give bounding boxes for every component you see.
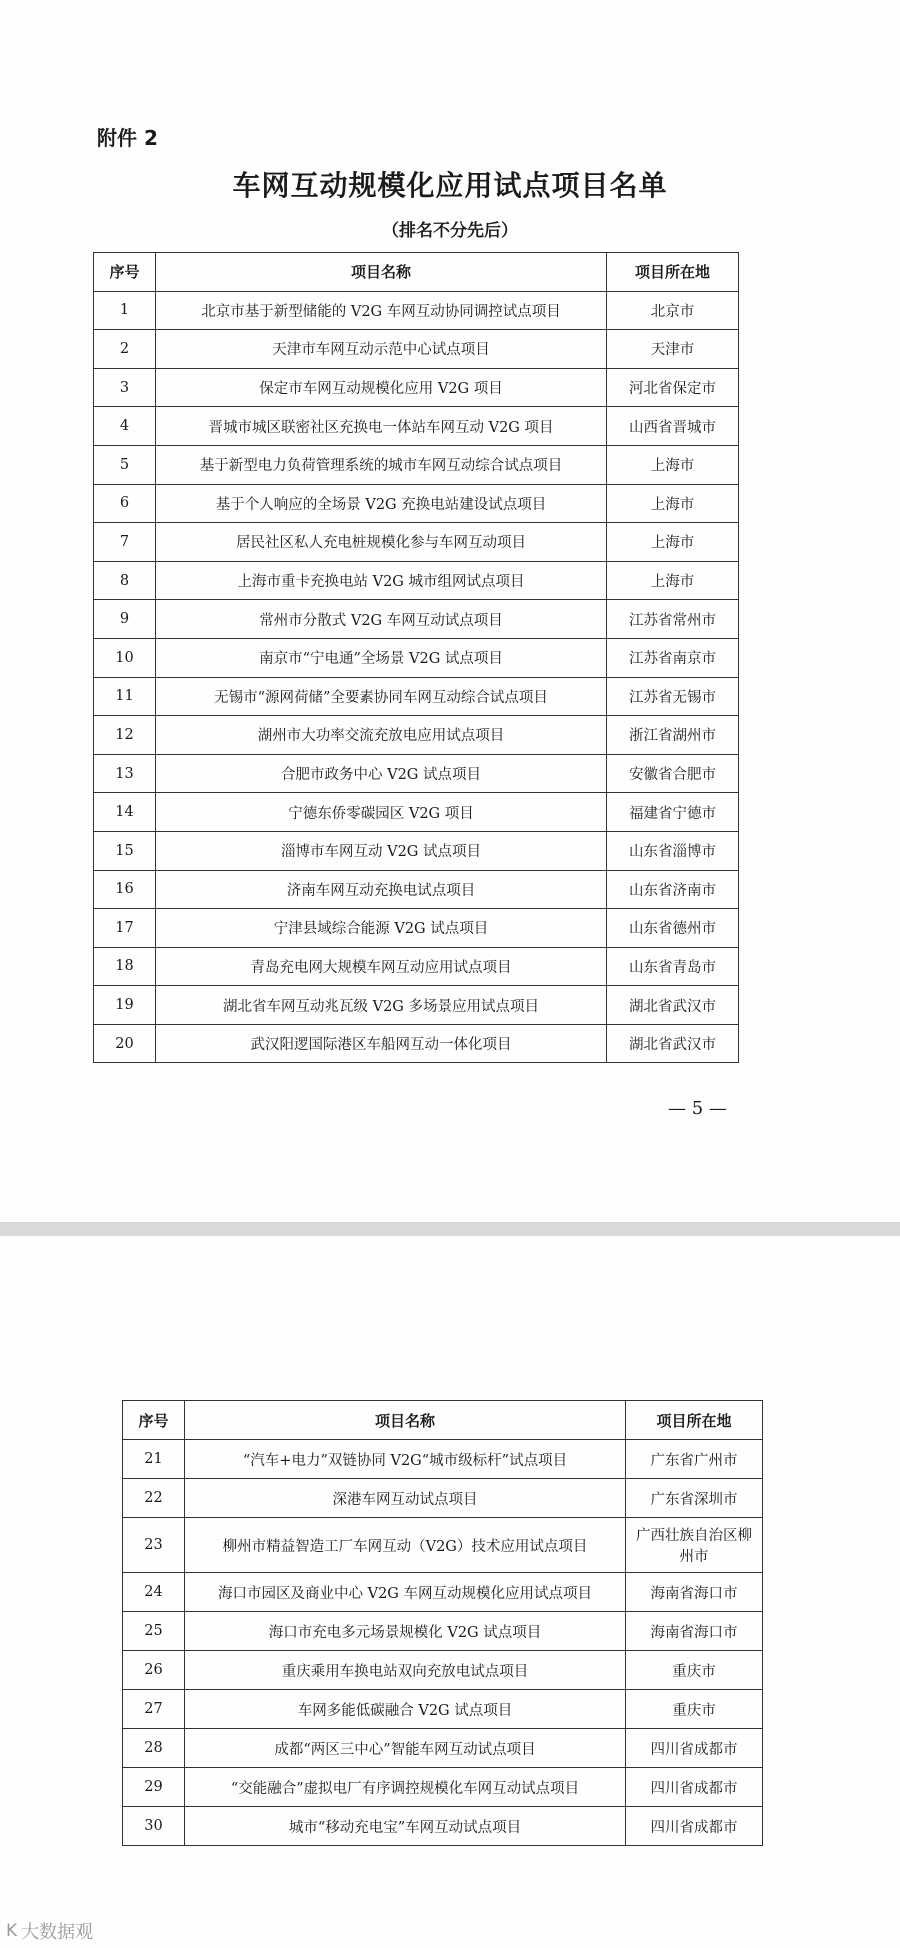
- cell-number: 29: [123, 1768, 185, 1807]
- table-row: [94, 947, 739, 986]
- cell-project-name: 常州市分散式 V2G 车网互动试点项目: [156, 600, 607, 639]
- cell-number: 2: [94, 330, 156, 369]
- cell-number: 15: [94, 831, 156, 870]
- table-row: [94, 793, 739, 832]
- cell-location: 上海市: [607, 445, 739, 484]
- cell-number: 3: [94, 368, 156, 407]
- cell-number: 4: [94, 407, 156, 446]
- cell-location: 江苏省无锡市: [607, 677, 739, 716]
- table-row: [94, 561, 739, 600]
- cell-project-name: 基于新型电力负荷管理系统的城市车网互动综合试点项目: [156, 445, 607, 484]
- table-row: [94, 484, 739, 523]
- table-row: [94, 368, 739, 407]
- page-subtitle: （排名不分先后）: [382, 221, 518, 241]
- table-header-row: [123, 1401, 763, 1440]
- watermark-text: 大数据观: [21, 1922, 94, 1943]
- cell-location: 山东省德州市: [607, 909, 739, 948]
- cell-location: 湖北省武汉市: [607, 986, 739, 1025]
- cell-project-name: 基于个人响应的全场景 V2G 充换电站建设试点项目: [156, 484, 607, 523]
- table-header-row: [94, 253, 739, 292]
- table-row: [123, 1612, 763, 1651]
- cell-number: 19: [94, 986, 156, 1025]
- cell-location: 四川省成都市: [626, 1768, 763, 1807]
- cell-project-name: 青岛充电网大规模车网互动应用试点项目: [156, 947, 607, 986]
- cell-location: 天津市: [607, 330, 739, 369]
- table-row: [94, 638, 739, 677]
- cell-project-name: 重庆乘用车换电站双向充放电试点项目: [185, 1651, 626, 1690]
- cell-number: 24: [123, 1573, 185, 1612]
- table-row: [123, 1690, 763, 1729]
- project-table-2: [122, 1400, 763, 1846]
- cell-number: 21: [123, 1440, 185, 1479]
- cell-location: 上海市: [607, 561, 739, 600]
- header-number: 序号: [94, 253, 156, 292]
- cell-project-name: 无锡市“源网荷储”全要素协同车网互动综合试点项目: [156, 677, 607, 716]
- project-table-1: [93, 252, 739, 1063]
- cell-location: 浙江省湖州市: [607, 716, 739, 755]
- cell-number: 28: [123, 1729, 185, 1768]
- cell-location: 海南省海口市: [626, 1612, 763, 1651]
- cell-number: 18: [94, 947, 156, 986]
- cell-project-name: “汽车+电力”双链协同 V2G“城市级标杆”试点项目: [185, 1440, 626, 1479]
- cell-location: 广西壮族自治区柳州市: [626, 1518, 763, 1573]
- cell-location: 湖北省武汉市: [607, 1024, 739, 1063]
- header-number: 序号: [123, 1401, 185, 1440]
- cell-location: 江苏省常州市: [607, 600, 739, 639]
- cell-location: 四川省成都市: [626, 1807, 763, 1846]
- watermark: [6, 1918, 93, 1944]
- table-row: [123, 1768, 763, 1807]
- cell-number: 25: [123, 1612, 185, 1651]
- cell-location: 河北省保定市: [607, 368, 739, 407]
- table-row: [94, 523, 739, 562]
- table-row: [94, 677, 739, 716]
- cell-project-name: 晋城市城区联密社区充换电一体站车网互动 V2G 项目: [156, 407, 607, 446]
- cell-project-name: 上海市重卡充换电站 V2G 城市组网试点项目: [156, 561, 607, 600]
- cell-project-name: 城市“移动充电宝”车网互动试点项目: [185, 1807, 626, 1846]
- table-row: [94, 909, 739, 948]
- cell-project-name: 宁津县域综合能源 V2G 试点项目: [156, 909, 607, 948]
- cell-project-name: 成都“两区三中心”智能车网互动试点项目: [185, 1729, 626, 1768]
- header-location: 项目所在地: [607, 253, 739, 292]
- cell-project-name: 海口市园区及商业中心 V2G 车网互动规模化应用试点项目: [185, 1573, 626, 1612]
- cell-number: 26: [123, 1651, 185, 1690]
- cell-number: 14: [94, 793, 156, 832]
- page-title: 车网互动规模化应用试点项目名单: [232, 169, 668, 202]
- header-project-name: 项目名称: [185, 1401, 626, 1440]
- cell-project-name: 济南车网互动充换电试点项目: [156, 870, 607, 909]
- cell-number: 20: [94, 1024, 156, 1063]
- table-row: [123, 1651, 763, 1690]
- table-row: [123, 1440, 763, 1479]
- table-row: [94, 445, 739, 484]
- cell-location: 福建省宁德市: [607, 793, 739, 832]
- cell-number: 6: [94, 484, 156, 523]
- cell-project-name: 北京市基于新型储能的 V2G 车网互动协同调控试点项目: [156, 291, 607, 330]
- cell-location: 山东省济南市: [607, 870, 739, 909]
- header-project-name: 项目名称: [156, 253, 607, 292]
- cell-number: 12: [94, 716, 156, 755]
- cell-location: 上海市: [607, 523, 739, 562]
- table-row: [94, 600, 739, 639]
- cell-number: 27: [123, 1690, 185, 1729]
- cell-project-name: 车网多能低碳融合 V2G 试点项目: [185, 1690, 626, 1729]
- table-row: [94, 831, 739, 870]
- cell-project-name: 湖北省车网互动兆瓦级 V2G 多场景应用试点项目: [156, 986, 607, 1025]
- cell-location: 山西省晋城市: [607, 407, 739, 446]
- cell-location: 山东省淄博市: [607, 831, 739, 870]
- cell-project-name: 海口市充电多元场景规模化 V2G 试点项目: [185, 1612, 626, 1651]
- cell-project-name: 南京市“宁电通”全场景 V2G 试点项目: [156, 638, 607, 677]
- cell-location: 广东省深圳市: [626, 1479, 763, 1518]
- cell-location: 山东省青岛市: [607, 947, 739, 986]
- cell-number: 16: [94, 870, 156, 909]
- cell-project-name: 居民社区私人充电桩规模化参与车网互动项目: [156, 523, 607, 562]
- page-number: — 5 —: [668, 1098, 727, 1119]
- cell-location: 海南省海口市: [626, 1573, 763, 1612]
- watermark-logo-icon: K: [6, 1921, 18, 1941]
- table-row: [123, 1479, 763, 1518]
- cell-number: 7: [94, 523, 156, 562]
- cell-number: 1: [94, 291, 156, 330]
- cell-number: 13: [94, 754, 156, 793]
- cell-project-name: 淄博市车网互动 V2G 试点项目: [156, 831, 607, 870]
- table-row: [123, 1518, 763, 1573]
- table-row: [94, 870, 739, 909]
- cell-location: 广东省广州市: [626, 1440, 763, 1479]
- table-row: [123, 1807, 763, 1846]
- cell-project-name: 保定市车网互动规模化应用 V2G 项目: [156, 368, 607, 407]
- cell-location: 上海市: [607, 484, 739, 523]
- attachment-label: 附件 2: [97, 126, 158, 150]
- table-row: [94, 986, 739, 1025]
- table-row: [94, 1024, 739, 1063]
- table-row: [94, 716, 739, 755]
- cell-project-name: 湖州市大功率交流充放电应用试点项目: [156, 716, 607, 755]
- cell-number: 23: [123, 1518, 185, 1573]
- cell-location: 北京市: [607, 291, 739, 330]
- cell-location: 安徽省合肥市: [607, 754, 739, 793]
- table-row: [123, 1729, 763, 1768]
- cell-project-name: 武汉阳逻国际港区车船网互动一体化项目: [156, 1024, 607, 1063]
- cell-number: 8: [94, 561, 156, 600]
- cell-project-name: 深港车网互动试点项目: [185, 1479, 626, 1518]
- cell-project-name: 柳州市精益智造工厂车网互动（V2G）技术应用试点项目: [185, 1518, 626, 1573]
- cell-number: 11: [94, 677, 156, 716]
- cell-number: 9: [94, 600, 156, 639]
- cell-project-name: 合肥市政务中心 V2G 试点项目: [156, 754, 607, 793]
- cell-number: 22: [123, 1479, 185, 1518]
- table-row: [123, 1573, 763, 1612]
- cell-location: 重庆市: [626, 1651, 763, 1690]
- cell-location: 江苏省南京市: [607, 638, 739, 677]
- cell-project-name: “交能融合”虚拟电厂有序调控规模化车网互动试点项目: [185, 1768, 626, 1807]
- cell-location: 重庆市: [626, 1690, 763, 1729]
- table-row: [94, 330, 739, 369]
- cell-number: 10: [94, 638, 156, 677]
- header-location: 项目所在地: [626, 1401, 763, 1440]
- table-row: [94, 291, 739, 330]
- cell-number: 5: [94, 445, 156, 484]
- cell-project-name: 宁德东侨零碳园区 V2G 项目: [156, 793, 607, 832]
- table-row: [94, 407, 739, 446]
- cell-number: 17: [94, 909, 156, 948]
- cell-number: 30: [123, 1807, 185, 1846]
- cell-project-name: 天津市车网互动示范中心试点项目: [156, 330, 607, 369]
- cell-location: 四川省成都市: [626, 1729, 763, 1768]
- table-row: [94, 754, 739, 793]
